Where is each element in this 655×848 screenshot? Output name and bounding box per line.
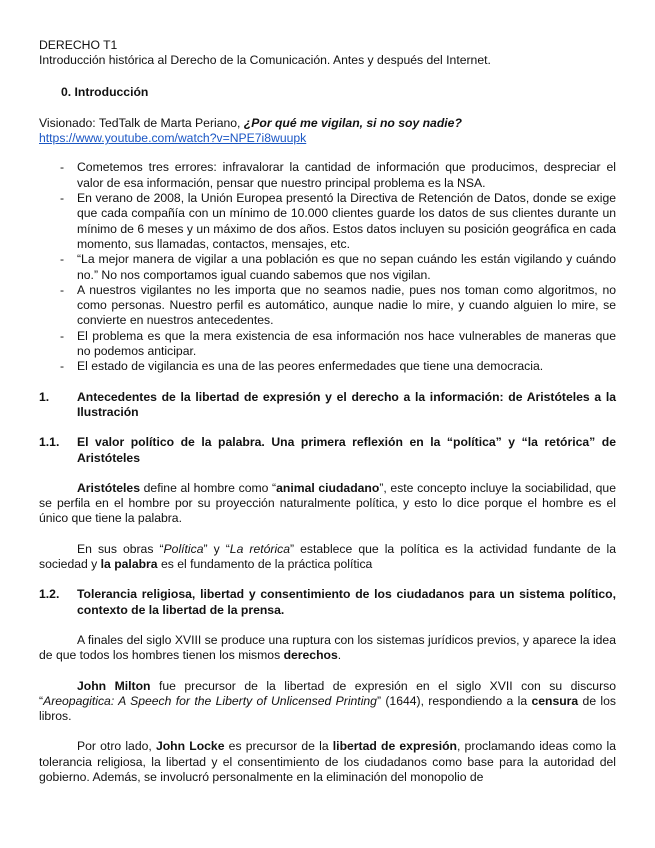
- section-1-1-number: 1.1.: [39, 435, 60, 450]
- bullet-dash: -: [60, 160, 65, 175]
- section-1-number: 1.: [39, 389, 50, 404]
- paragraph-obras: [39, 542, 616, 573]
- document-title: DERECHO T1: [39, 38, 118, 52]
- text: .: [337, 648, 342, 663]
- text: ”, este concepto incluye la sociabilidad, que se perfila en el hombre por su proyección naturalmente política, y esto lo dice porque el hombre es el único que tiene la palabra.: [39, 480, 616, 526]
- bold-text: censura: [531, 693, 579, 708]
- text: , proclamando ideas como la tolerancia religiosa, la libertad y el consentimiento de los ciudadanos como base para la autoridad del gobierno. Además, se involucró personalmente en la eliminación del monopolio de: [39, 739, 616, 784]
- italic-text: Areopagitica: A Speech for the Liberty of Unlicensed Printing: [43, 693, 377, 708]
- section-1-title: Antecedentes de la libertad de expresión y el derecho a la información: de Aristóteles a la Ilustración: [77, 389, 616, 419]
- bold-text: Aristóteles: [77, 480, 140, 495]
- bold-text: derechos: [283, 648, 338, 663]
- list-item: [39, 191, 616, 252]
- text: es el fundamento de la práctica política: [157, 557, 373, 572]
- text: ” establece que la política es la actividad fundante de la sociedad y: [39, 541, 617, 572]
- section-1-1-title: El valor político de la palabra. Una primera reflexión en la “política” y “la retórica” de Aristóteles: [77, 435, 616, 465]
- video-link-line: [39, 131, 616, 146]
- talk-title: ¿Por qué me vigilan, si no soy nadie?: [243, 115, 462, 130]
- bullet-text: En verano de 2008, la Unión Europea presentó la Directiva de Retención de Datos, donde se exige que cada compañía con un mínimo de 10.000 clientes guarde los datos de sus clientes durante un mínimo de 6 meses y un máximo de dos años. Estos datos incluyen su posición geográfica en cada momento, sus llamadas, contactos, mensajes, etc.: [77, 191, 616, 251]
- list-item: [39, 252, 616, 283]
- document-subtitle: Introducción histórica al Derecho de la Comunicación. Antes y después del Internet.: [39, 53, 491, 68]
- list-item: [39, 283, 616, 329]
- bullet-text: “La mejor manera de vigilar a una población es que no sepan cuándo les están vigilando y cuándo no.” No nos comportamos igual cuando sabemos que nos vigilan.: [77, 252, 616, 282]
- bold-text: John Milton: [77, 678, 151, 693]
- paragraph-milton: [39, 679, 616, 725]
- paragraph-locke: [39, 739, 616, 785]
- text: ” y “: [203, 541, 230, 556]
- bullet-text: El estado de vigilancia es una de las peores enfermedades que tiene una democracia.: [77, 359, 544, 374]
- visionado-line: [39, 116, 616, 131]
- text: de los libros.: [39, 693, 617, 724]
- section-1-1-heading: [39, 435, 616, 466]
- text: A finales del siglo XVIII se produce una ruptura con los sistemas jurídicos previos, y aparece la idea de que todos los hombres tienen los mismos: [39, 632, 616, 663]
- section-1-2-title: Tolerancia religiosa, libertad y consentimiento de los ciudadanos para un sistema político, contexto de la libertad de la prensa.: [77, 587, 616, 617]
- bullet-dash: -: [60, 282, 65, 297]
- list-item: [39, 160, 616, 191]
- bold-text: animal ciudadano: [276, 480, 380, 495]
- bullet-dash: -: [60, 359, 65, 374]
- italic-text: La retórica: [229, 541, 291, 556]
- bold-text: libertad de expresión: [332, 739, 457, 754]
- bold-text: John Locke: [155, 739, 225, 754]
- bold-text: la palabra: [100, 557, 158, 572]
- text: ” (1644), respondiendo a la: [376, 693, 532, 708]
- text: define al hombre como “: [140, 480, 277, 495]
- italic-text: Política: [163, 541, 204, 556]
- bullet-dash: -: [60, 191, 65, 206]
- paragraph-siglo-xviii: [39, 633, 616, 664]
- bullet-text: Cometemos tres errores: infravalorar la cantidad de información que producimos, despreciar el valor de esa información, pensar que nuestro principal problema es la NSA.: [77, 160, 616, 190]
- section-1-heading: [39, 390, 616, 421]
- list-item: [39, 329, 616, 360]
- intro-bullet-list: [39, 160, 616, 374]
- youtube-link[interactable]: https://www.youtube.com/watch?v=NPE7i8wuupk: [39, 131, 307, 146]
- list-item: [39, 359, 616, 374]
- text: En sus obras “: [77, 541, 164, 556]
- paragraph-aristoteles: [39, 481, 616, 527]
- bullet-text: A nuestros vigilantes no les importa que no seamos nadie, pues nos toman como algoritmos, no como personas. Nuestro perfil es automático, aunque nadie lo mire, y cuando alguien lo mire, se convierte en nuestros antecedentes.: [77, 282, 616, 328]
- text: Por otro lado,: [77, 739, 156, 754]
- section-1-2-heading: [39, 587, 616, 618]
- section-0-heading: 0. Introducción: [61, 84, 149, 99]
- section-1-2-number: 1.2.: [39, 587, 60, 602]
- bullet-text: El problema es que la mera existencia de esa información nos hace vulnerables de maneras que no podemos anticipar.: [77, 328, 616, 359]
- bullet-dash: -: [60, 252, 65, 267]
- bullet-dash: -: [60, 328, 65, 343]
- text: fue precursor de la libertad de expresión en el siglo XVII con su discurso “: [39, 678, 617, 708]
- text: es precursor de la: [224, 739, 333, 754]
- visionado-prefix: Visionado: TedTalk de Marta Periano,: [39, 115, 244, 130]
